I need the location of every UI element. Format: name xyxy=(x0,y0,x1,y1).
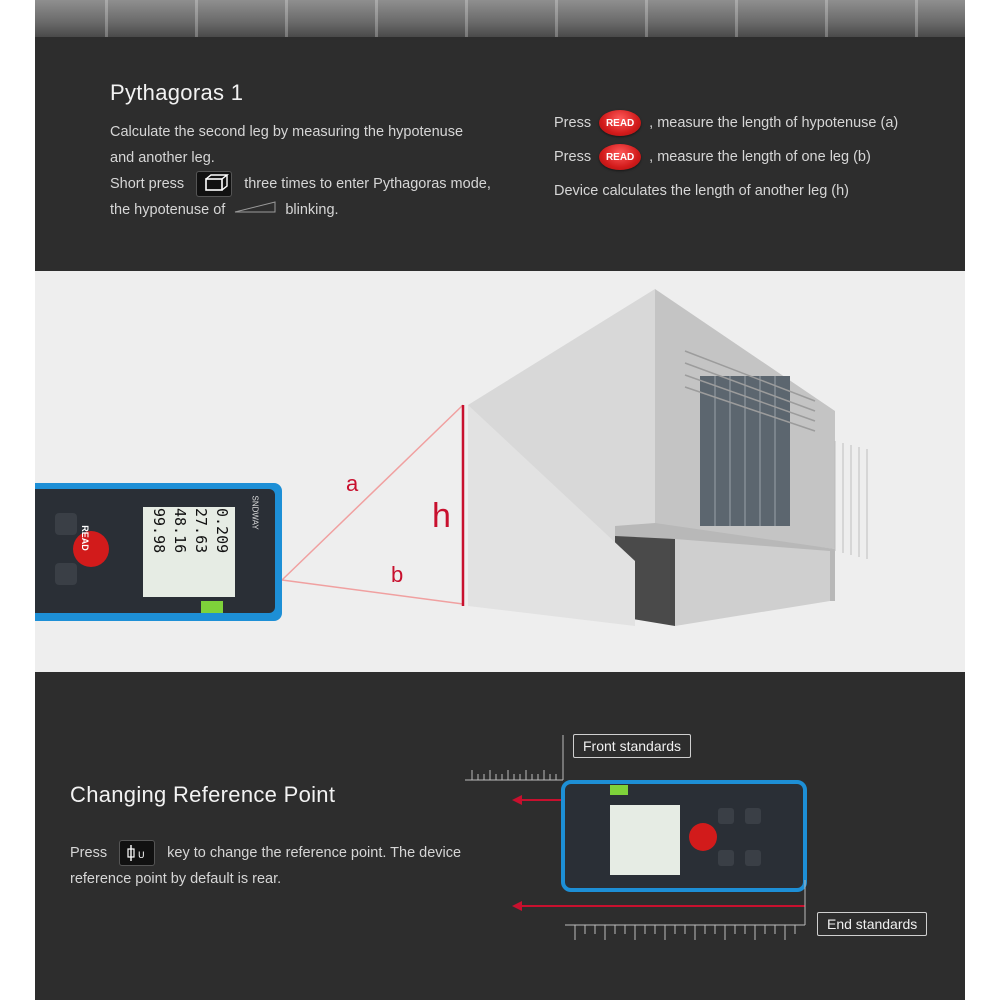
section-title: Pythagoras 1 xyxy=(110,80,244,105)
read-button-icon: READ xyxy=(599,110,641,136)
instruction-text: , measure the length of hypotenuse (a) xyxy=(649,115,899,131)
instruction-line: Calculate the second leg by measuring the hypotenuse xyxy=(110,124,464,140)
instructions-right xyxy=(554,106,954,208)
instruction-line: and another leg. xyxy=(110,150,215,166)
end-standards-label: End standards xyxy=(817,912,927,936)
reference-point-section xyxy=(35,672,965,1000)
instruction-text: the hypotenuse of xyxy=(110,202,226,219)
reference-instructions xyxy=(70,840,490,892)
pythagoras-section xyxy=(35,37,965,271)
instruction-line xyxy=(554,106,954,140)
instruction-text: , measure the length of one leg (b) xyxy=(649,149,871,165)
screen-value: 48.16 xyxy=(171,508,189,554)
function-key-icon xyxy=(196,171,232,197)
label-h: h xyxy=(432,497,451,535)
label-a: a xyxy=(346,471,359,496)
instruction-line xyxy=(110,171,530,197)
instruction-text: three times to enter Pythagoras mode, xyxy=(244,176,491,192)
device-brand: SNDWAY xyxy=(250,495,260,530)
instructions-left xyxy=(110,119,530,223)
instruction-line: Device calculates the length of another leg (h) xyxy=(554,183,850,199)
instruction-line xyxy=(110,197,530,223)
screen-value: 27.63 xyxy=(192,508,210,554)
instruction-text: Press xyxy=(554,115,592,131)
device-screen xyxy=(146,508,232,600)
instruction-text: blinking. xyxy=(285,202,339,219)
pythagoras-illustration xyxy=(35,271,965,672)
instruction-text: Press xyxy=(554,149,592,165)
screen-value: 99.98 xyxy=(150,508,168,554)
reference-key-icon xyxy=(119,840,155,866)
instruction-line xyxy=(70,840,490,866)
reference-diagram xyxy=(460,730,910,990)
instruction-text: key to change the reference point. The device xyxy=(167,845,462,861)
instruction-text: Press xyxy=(70,845,108,861)
svg-text:U: U xyxy=(138,851,145,862)
instruction-line: reference point by default is rear. xyxy=(70,871,282,888)
read-button-icon: READ xyxy=(599,144,641,170)
label-b: b xyxy=(391,562,404,587)
header-photo-strip xyxy=(35,0,965,37)
front-standards-label: Front standards xyxy=(573,734,691,758)
section-title: Changing Reference Point xyxy=(70,782,336,807)
hypotenuse-icon xyxy=(233,197,277,223)
read-button-label: READ xyxy=(80,525,90,551)
building-diagram xyxy=(35,271,965,672)
instruction-text: Short press xyxy=(110,176,185,192)
instruction-line xyxy=(554,140,954,174)
screen-value: 0.209 xyxy=(213,508,231,554)
